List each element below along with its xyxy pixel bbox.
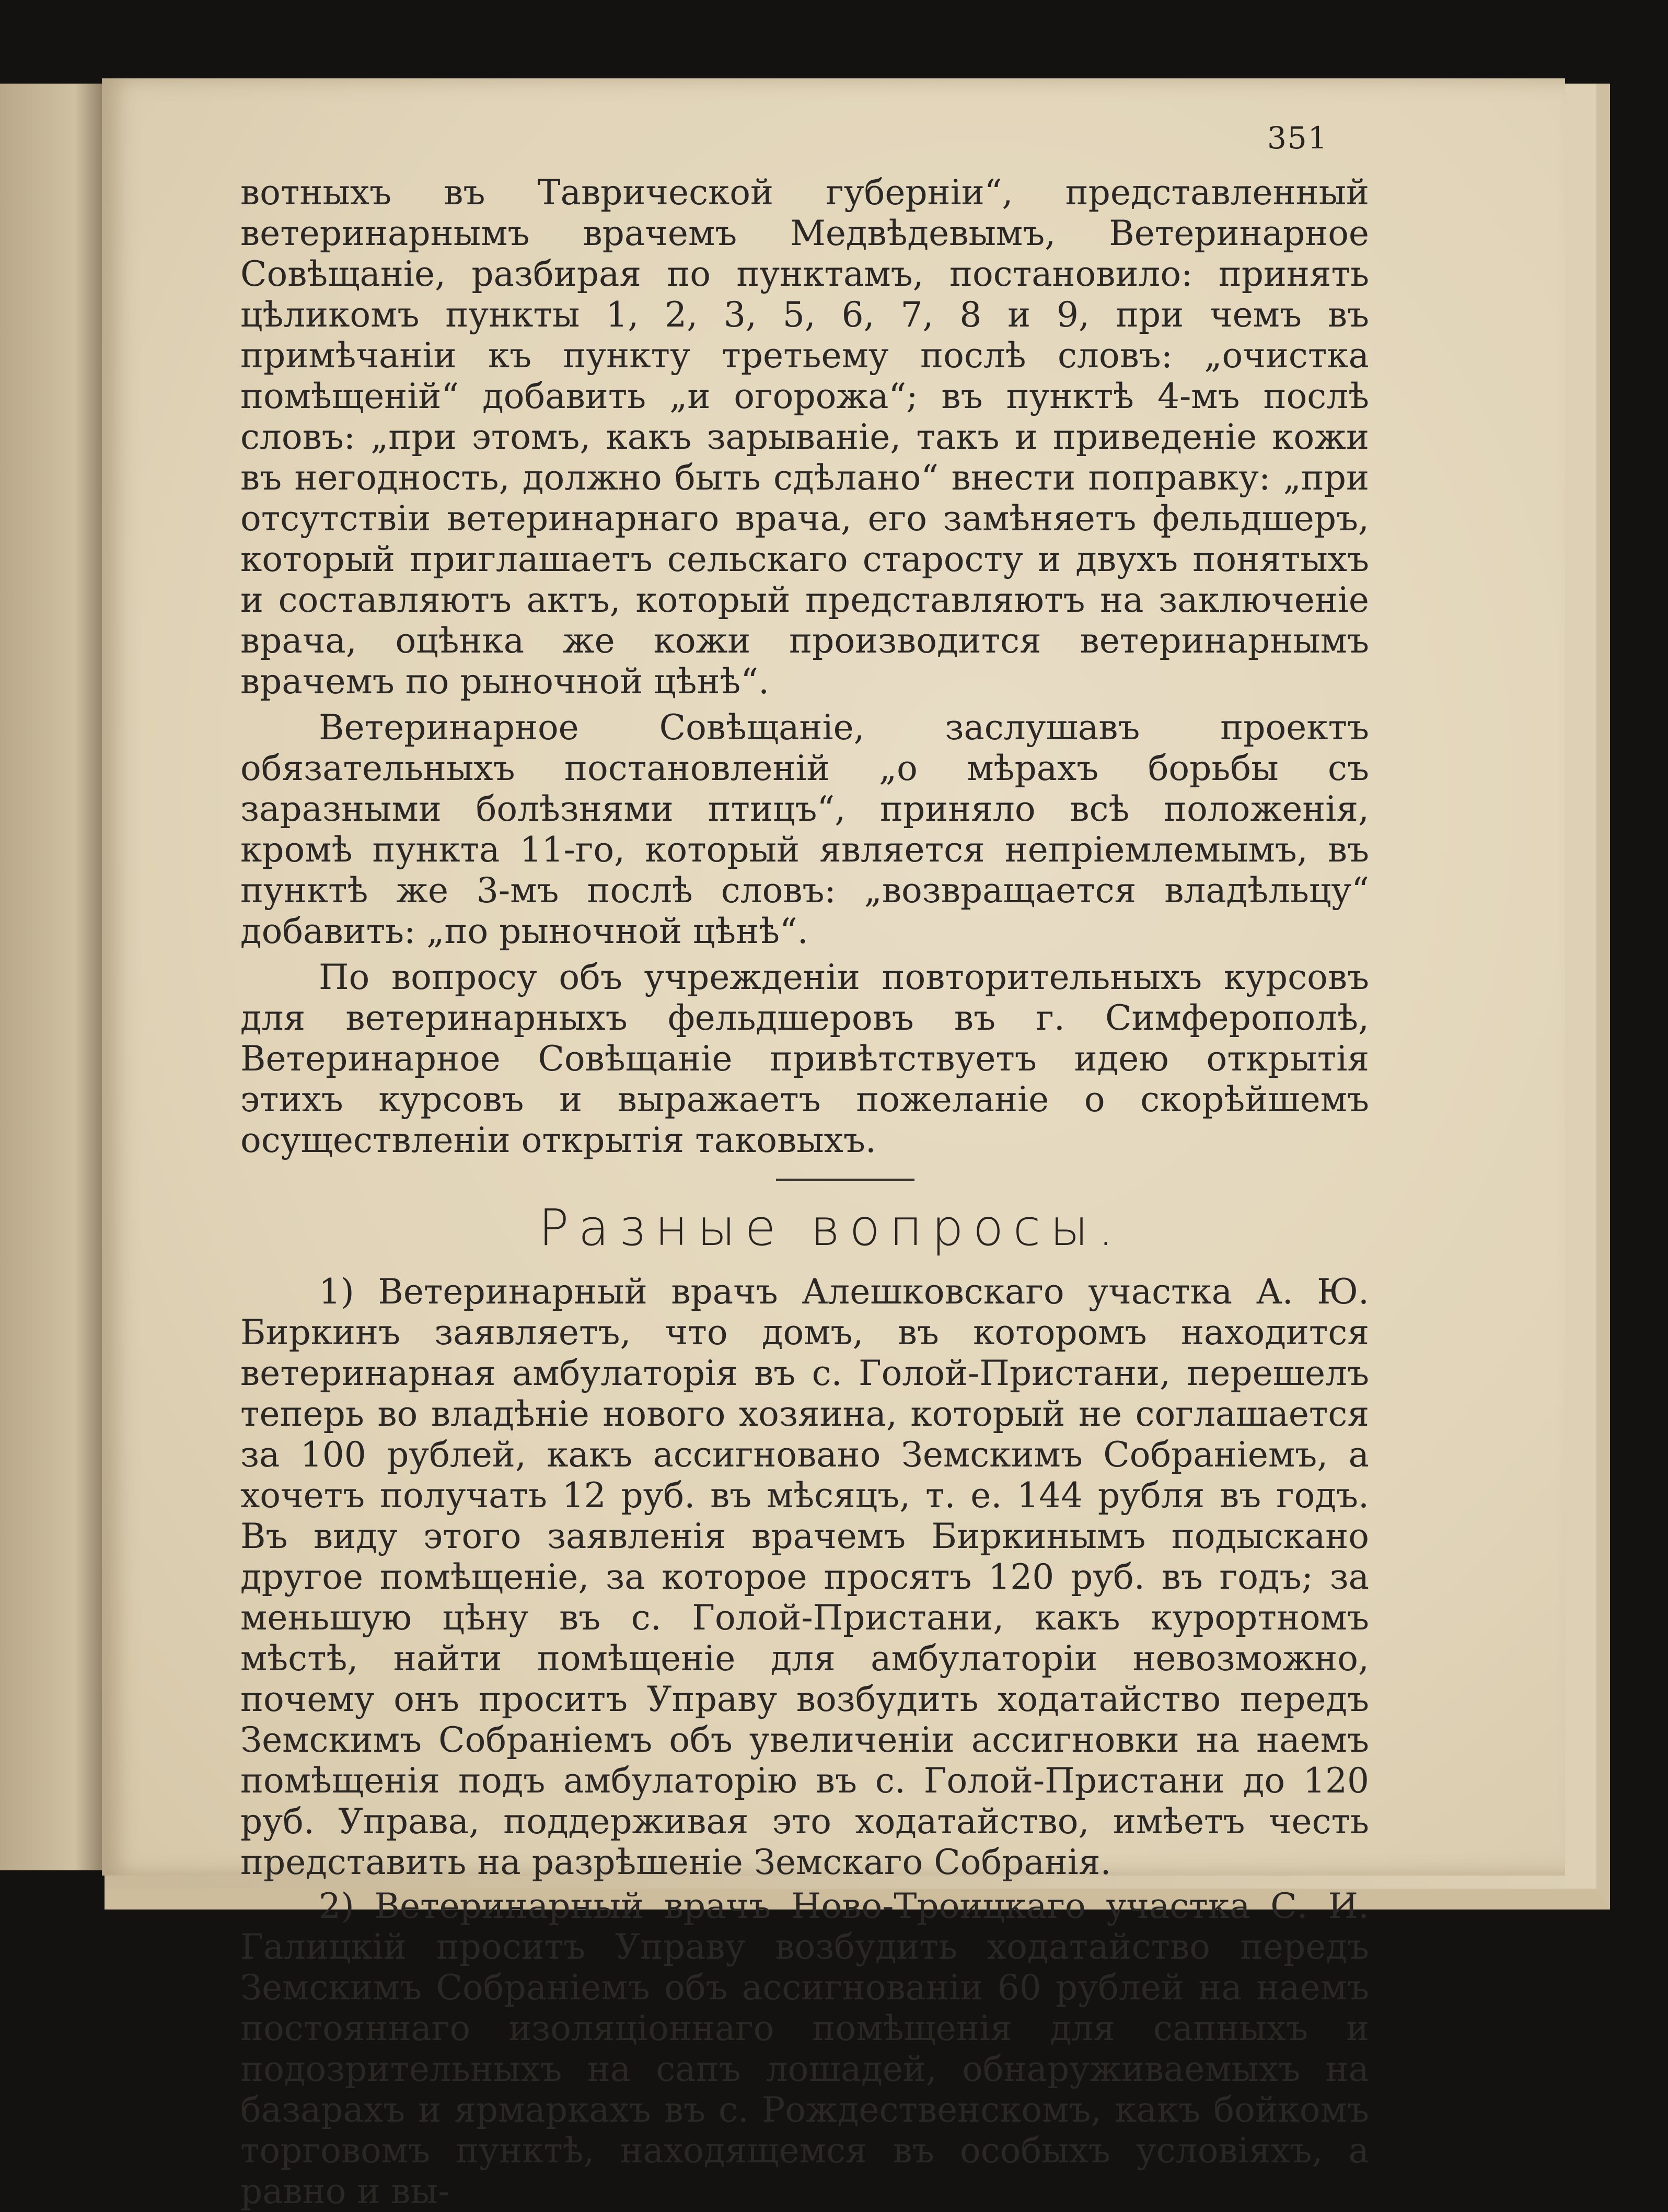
left-page-edge [0, 84, 107, 1870]
item-1: 1) Ветеринарный врачъ Алешковскаго участка А. Ю. Биркинъ заявляетъ, что домъ, въ которомъ находится ветеринарная амбулаторія въ с. Голой-Пристани, перешелъ теперь во владѣніе нового хозяина, который не соглашается за 100 рублей, какъ ассигновано Земскимъ Собраніемъ, а хочетъ получать 12 руб. въ мѣсяцъ, т. е. 144 рубля въ годъ. Въ виду этого заявленія врачемъ Биркинымъ подыскано другое помѣщеніе, за которое просятъ 120 руб. въ годъ; за меньшую цѣну въ с. Голой-Пристани, какъ курортномъ мѣстѣ, найти помѣщеніе для амбулаторіи невозможно, почему онъ проситъ Управу возбудить ходатайство передъ Земскимъ Собраніемъ объ увеличеніи ассигновки на наемъ помѣщенія подъ амбулаторію въ с. Голой-Пристани до 120 руб. Управа, поддерживая это ходатайство, имѣетъ честь представить на разрѣшеніе Земскаго Собранія. [240, 1272, 1369, 1882]
page-number: 351 [1267, 120, 1328, 156]
page-text [240, 172, 1369, 2212]
paragraph-courses: По вопросу объ учрежденіи повторительныхъ курсовъ для ветеринарныхъ фельдшеровъ въ г. Симферополѣ, Ветеринарное Совѣщаніе привѣтствуетъ идею открытія этихъ курсовъ и выражаетъ пожеланіе о скорѣйшемъ осуществленіи открытія таковыхъ. [240, 957, 1369, 1160]
section-heading: Разные вопросы. [538, 1198, 1123, 1257]
paragraph-bird-diseases: Ветеринарное Совѣщаніе, заслушавъ проектъ обязательныхъ постановленій „о мѣрахъ борьбы съ заразными болѣзнями птицъ“, приняло всѣ положенія, кромѣ пункта 11-го, который является непріемлемымъ, въ пунктѣ же 3-мъ послѣ словъ: „возвращается владѣльцу“ добавить: „по рыночной цѣнѣ“. [240, 707, 1369, 951]
paragraph-continued: вотныхъ въ Таврической губерніи“, представленный ветеринарнымъ врачемъ Медвѣдевымъ, Ветеринарное Совѣщаніе, разбирая по пунктамъ, постановило: принять цѣликомъ пункты 1, 2, 3, 5, 6, 7, 8 и 9, при чемъ въ примѣчаніи къ пункту третьему послѣ словъ: „очистка помѣщеній“ добавить „и огорожа“; въ пунктѣ 4-мъ послѣ словъ: „при этомъ, какъ зарываніе, такъ и приведеніе кожи въ негодность, должно быть сдѣлано“ внести поправку: „при отсутствіи ветеринарнаго врача, его замѣняетъ фельдшеръ, который приглашаетъ сельскаго старосту и двухъ понятыхъ и составляютъ актъ, который представляютъ на заключеніе врача, оцѣнка же кожи производится ветеринарнымъ врачемъ по рыночной цѣнѣ“. [240, 172, 1369, 702]
section-divider [776, 1179, 914, 1181]
item-2: 2) Ветеринарный врачъ Ново-Троицкаго участка С. И. Галицкій проситъ Управу возбудить ходатайство передъ Земскимъ Собраніемъ объ ассигнованіи 60 рублей на наемъ постояннаго изоляціоннаго помѣщенія для сапныхъ и подозрительныхъ на сапъ лошадей, обнаруживаемыхъ на базарахъ и ярмаркахъ въ с. Рождественскомъ, какъ бойкомъ торговомъ пунктѣ, находящемся въ особыхъ условіяхъ, а равно и вы- [240, 1886, 1369, 2211]
